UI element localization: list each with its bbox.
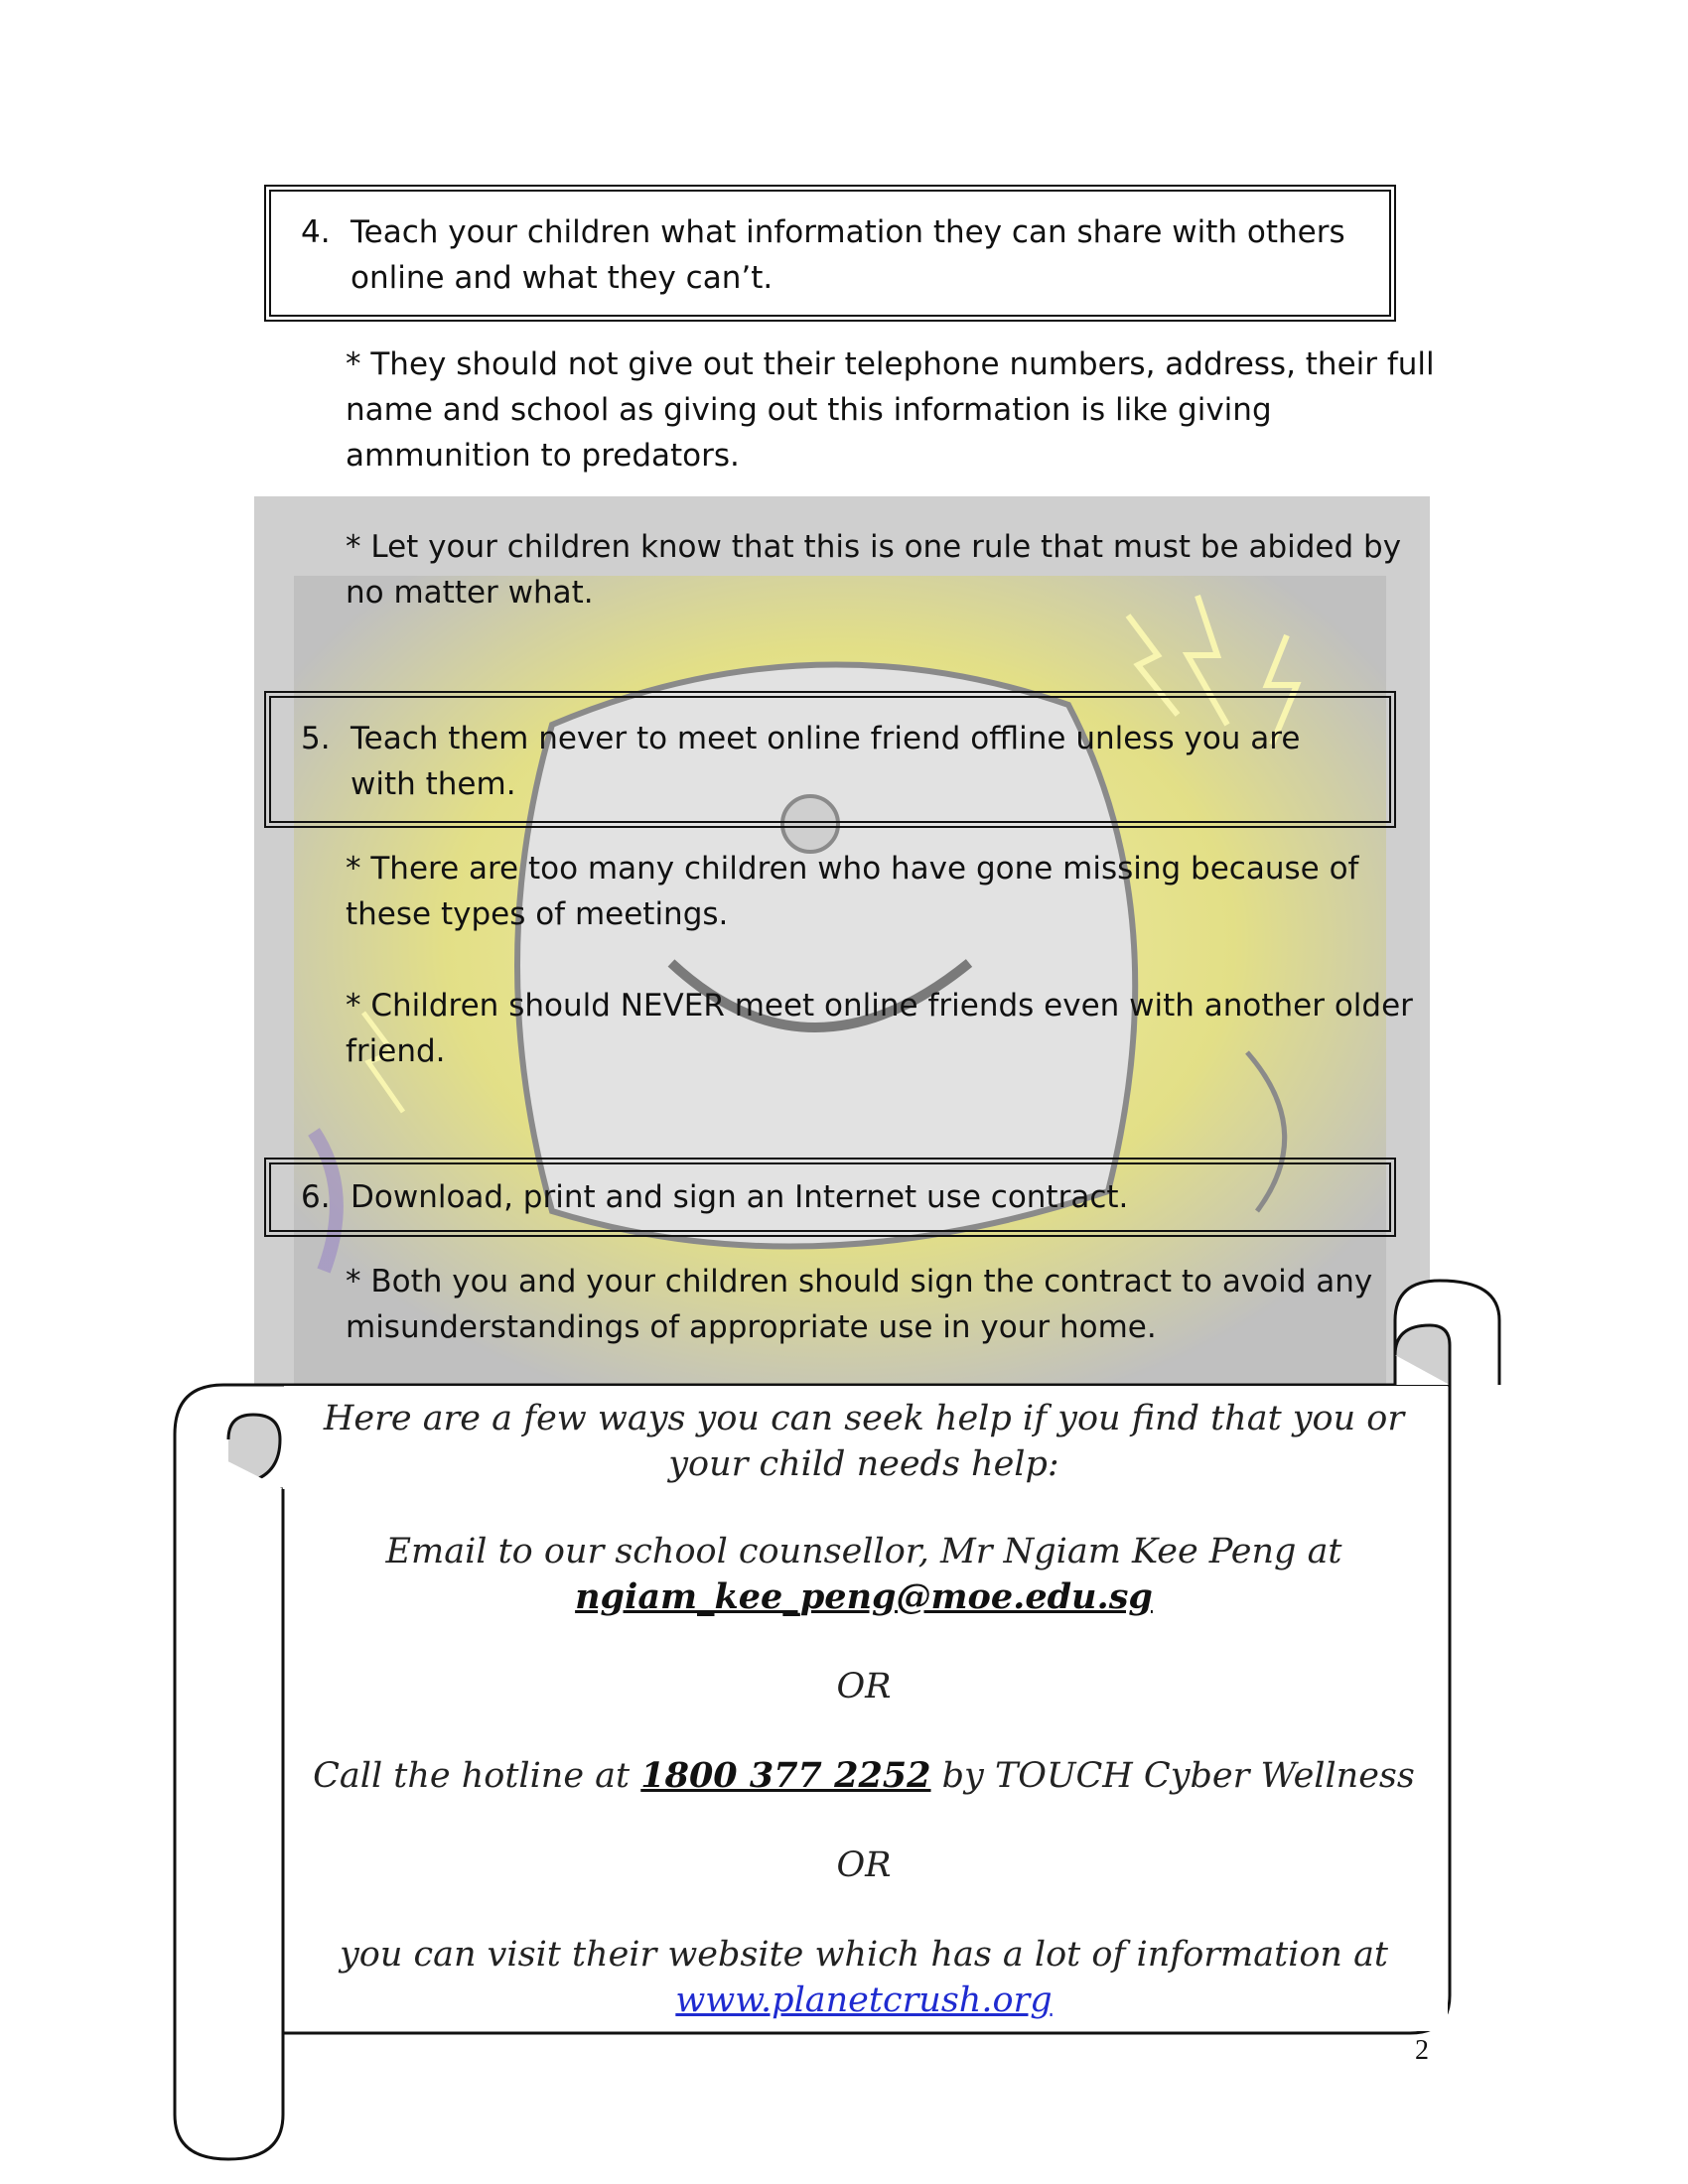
or-separator-1: OR — [836, 1667, 892, 1706]
hotline-suffix-text: by TOUCH Cyber Wellness — [941, 1756, 1415, 1796]
or-separator-2: OR — [836, 1845, 892, 1885]
note-2: * Let your children know that this is one rule that must be abided by no matter what. — [346, 529, 1402, 611]
hotline-number-link[interactable]: 1800 377 2252 — [640, 1755, 931, 1796]
note-4: * Children should NEVER meet online friends even with another older friend. — [346, 988, 1413, 1069]
website-link[interactable]: www.planetcrush.org — [675, 1980, 1053, 2020]
hotline-line — [288, 1753, 1440, 1799]
counsellor-email-block — [288, 1529, 1440, 1620]
page-number: 2 — [1415, 2035, 1429, 2066]
note-1: * They should not give out their telephone numbers, address, their full name and school as giving out this information is like giving ammunition to predators. — [346, 346, 1435, 474]
note-5: * Both you and your children should sign the contract to avoid any misunderstandings of appropriate use in your home. — [346, 1264, 1373, 1345]
tip-text: Teach your children what information they can share with others online and what they can’t. — [351, 214, 1345, 296]
counsellor-email-link[interactable]: ngiam_kee_peng@moe.edu.sg — [575, 1576, 1153, 1617]
tip-text: Teach them never to meet online friend offline unless you are with them. — [351, 721, 1301, 802]
hotline-prefix-text: Call the hotline at — [313, 1756, 631, 1796]
note-3: * There are too many children who have gone missing because of these types of meetings. — [346, 851, 1359, 932]
tip-number: 4. — [301, 214, 331, 250]
website-block — [288, 1932, 1440, 2023]
website-intro-text: you can visit their website which has a lot of information at — [340, 1935, 1388, 1975]
email-intro-text: Email to our school counsellor, Mr Ngiam Kee Peng at — [385, 1532, 1342, 1571]
tip-text: Download, print and sign an Internet use contract. — [351, 1179, 1129, 1215]
help-intro-text: Here are a few ways you can seek help if you find that you or your child needs help: — [323, 1399, 1405, 1484]
tip-number: 6. — [301, 1179, 331, 1215]
tip-number: 5. — [301, 721, 331, 756]
